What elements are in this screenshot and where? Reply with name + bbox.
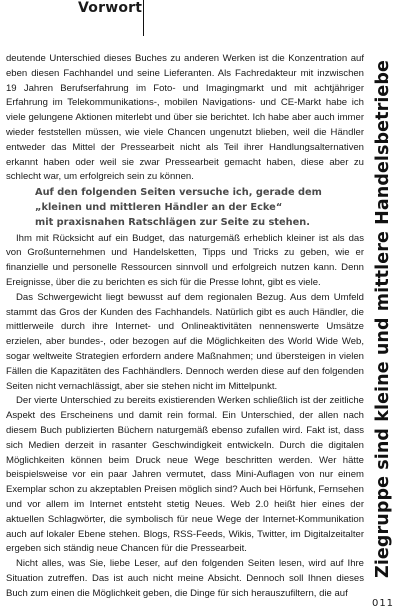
page-number: 011 bbox=[371, 598, 395, 609]
pull-quote-line: Auf den folgenden Seiten versuche ich, gerade dem bbox=[35, 187, 322, 199]
paragraph: Ihm mit Rücksicht auf ein Budget, das naturgemäß erheblich kleiner ist als das von Großunternehmen und Handelsketten, Tipps und Tricks zu geben, wie er finanzielle und personelle Ressourcen sinnvoll und erfolgreich nutzen kann. Denn Ereignisse, über die zu berichten es sich für die Presse lohnt, gibt es viele. bbox=[6, 232, 364, 288]
sidebar-title-text: Ziegruppe sind kleine und mittlere Handelsbetriebe bbox=[373, 60, 393, 578]
paragraph: Der vierte Unterschied zu bereits existierenden Werken schließlich ist der zeitliche Aspekt des Erscheinens und damit rein formal. Ein Unterschied, der allen nach diesem Buch publizierten Büchern naturgemäß ebenso zufallen wird. Fakt ist, dass sich Medien derzeit in rasanter Geschwindigkeit entwickeln. Durch die digitalen Möglichkeiten können beim Druck neue Wege beschritten werden. Wer hätte beispielsweise vor ein paar Jahren vermutet, dass Mini-Auflagen von nur einem Exemplar schon zu akzeptablen Preisen möglich sind? Auch bei Hörfunk, Fernsehen und vor allem im Internet entsteht stetig Neues. Web 2.0 heißt hier eines der aktuellen Schlagwörter, die symbolisch für neue Wege der Internet-Kommunikation auch auf lokaler Ebene stehen. Blogs, RSS-Feeds, Wikis, Twitter, im Digitalzeitalter ergeben sich ständig neue Chancen für die Pressearbeit. bbox=[6, 395, 364, 555]
sidebar-title bbox=[368, 55, 398, 583]
paragraph: deutende Unterschied dieses Buches zu anderen Werken ist die Konzentration auf eben diesen Fachhandel und seine Lieferanten. Als Fachredakteur mit inzwischen 19 Jahren Berufserfahrung im Foto- und Imagingmarkt und mit achtjähriger Erfahrung im Telekommunikations-, mobilen Navigations- und CE-Markt habe ich viele gelungene Aktionen miterlebt und über sie berichtet. Ich habe aber auch immer wieder feststellen müssen, wie viele Chancen ungenutzt blieben, weil die Händler entweder das Mittel der Pressearbeit nicht als Teil ihrer Handlungsalternativen erkannt haben oder weil sie zwar Pressearbeit gemacht haben, diese aber zu schlecht war, um erfolgreich sein zu können. bbox=[6, 53, 364, 183]
paragraph: Nicht alles, was Sie, liebe Leser, auf den folgenden Seiten lesen, wird auf Ihre Situation zutreffen. Das ist auch nicht meine Absicht. Dennoch soll Ihnen dieses Buch zum einen die Möglichkeit geben, die Dinge für sich herauszufiltern, die auf bbox=[6, 558, 364, 599]
pull-quote-line: „kleinen und mittleren Händler an der Ecke“ bbox=[35, 201, 283, 213]
body-text bbox=[6, 52, 364, 601]
pull-quote-line: mit praxisnahen Ratschlägen zur Seite zu stehen. bbox=[35, 216, 310, 228]
pull-quote bbox=[35, 186, 364, 230]
chapter-title: Vorwort bbox=[78, 0, 143, 16]
header-divider bbox=[143, 0, 144, 36]
paragraph: Das Schwergewicht liegt bewusst auf dem regionalen Bezug. Aus dem Umfeld stammt das Gros der Kunden des Fachhandels. Natürlich gibt es auch Händler, die mittlerweile durch ihre Internet- und Onlineaktivitäten nennenswerte Umsätze erzielen, aber bundes-, oder bezogen auf die Möglichkeiten des World Wide Web, sogar weltweite Strategien erfordern andere Maßnahmen; und übersteigen in vielen Fällen die Kapazitäten des Fachhändlers. Dennoch werden diese auf den folgenden Seiten nicht vernachlässigt, aber sie stehen nicht im Mittelpunkt. bbox=[6, 291, 364, 392]
